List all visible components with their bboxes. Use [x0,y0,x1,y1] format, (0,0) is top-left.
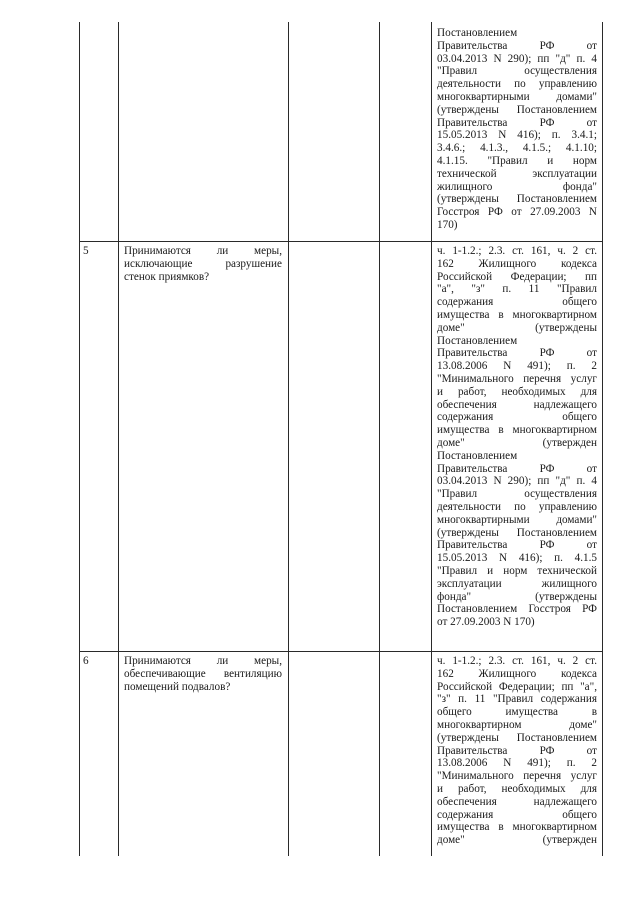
legal-line: содержания общего [437,296,597,309]
legal-line: (утверждены Постановлением [437,526,597,539]
column-divider-question [288,22,289,856]
legal-line: 4.1.15. "Правил и норм [437,154,597,167]
legal-line: (утверждены Постановлением [437,731,597,744]
legal-line: "Правил осуществления [437,488,597,501]
legal-line: Правительства РФ от [437,744,597,757]
legal-line: 170) [437,218,458,231]
legal-line: и работ, необходимых для [437,782,597,795]
legal-line: Постановлением [437,27,518,39]
legal-line: 162 Жилищного кодекса [437,667,597,680]
row-question: Принимаются ли меры, исключающие разрушение стенок приямков? [124,245,282,283]
legal-line: имущества в многоквартирном [437,308,597,321]
legal-line: Правительства РФ от [437,539,597,552]
legal-line: Постановлением Госстроя РФ [437,603,597,616]
legal-line: (утверждены Постановлением [437,103,597,116]
column-divider-number [118,22,119,856]
legal-line: "Минимального перечня услуг [437,770,597,783]
row-divider-5 [79,241,603,242]
legal-line: многоквартирными домами" [437,90,597,103]
legal-line: деятельности по управлению [437,500,597,513]
legal-line: Правительства РФ от [437,39,597,52]
legal-line: доме" (утвержден [437,834,597,847]
legal-line: Правительства РФ от [437,347,597,360]
legal-line: "Правил и норм технической [437,564,597,577]
legal-line: обеспечения надлежащего [437,795,597,808]
legal-line: доме" (утвержден [437,436,597,449]
legal-line: 13.08.2006 N 491); п. 2 [437,360,597,373]
legal-line: содержания общего [437,411,597,424]
legal-line: Правительства РФ от [437,462,597,475]
legal-line: от 27.09.2003 N 170) [437,616,535,629]
table-border-left [79,22,80,856]
legal-line: 162 Жилищного кодекса [437,257,597,270]
legal-line: имущества в многоквартирном [437,424,597,437]
row-legal-basis [437,27,597,232]
legal-line: 03.04.2013 N 290); пп "д" п. 4 [437,475,597,488]
legal-line: и работ, необходимых для [437,385,597,398]
column-divider-answer-2 [431,22,432,856]
legal-line: 13.08.2006 N 491); п. 2 [437,757,597,770]
legal-line: 15.05.2013 N 416); п. 3.4.1; [437,129,597,142]
legal-line: содержания общего [437,808,597,821]
row-legal-basis [437,245,597,629]
row-number: 5 [83,245,89,257]
legal-line: эксплуатации жилищного [437,577,597,590]
legal-line: "а", "з" п. 11 "Правил [437,283,597,296]
legal-line: ч. 1-1.2.; 2.3. ст. 161, ч. 2 ст. [437,245,597,257]
legal-line: технической эксплуатации [437,167,597,180]
legal-line: жилищного фонда" [437,180,597,193]
legal-line: Правительства РФ от [437,116,597,129]
legal-line: 15.05.2013 N 416); п. 4.1.5 [437,552,597,565]
legal-line: "Правил осуществления [437,65,597,78]
legal-line: Постановлением [437,449,518,462]
legal-line: доме" (утверждены [437,321,597,334]
legal-line: Постановлением [437,334,518,347]
legal-line: Российской Федерации; пп [437,270,597,283]
legal-line: Российской Федерации; пп "а", [437,680,597,693]
legal-line: имущества в многоквартирном [437,821,597,834]
legal-line: ч. 1-1.2.; 2.3. ст. 161, ч. 2 ст. [437,655,597,667]
table-border-right [602,22,603,856]
column-divider-answer-1 [379,22,380,856]
legal-line: "Минимального перечня услуг [437,372,597,385]
row-question: Принимаются ли меры, обеспечивающие вентиляцию помещений подвалов? [124,655,282,693]
legal-line: "з" п. 11 "Правил содержания [437,693,597,706]
legal-line: многоквартирном доме" [437,718,597,731]
row-legal-basis [437,655,597,847]
legal-line: многоквартирными домами" [437,513,597,526]
legal-line: Госстроя РФ от 27.09.2003 N [437,206,597,219]
row-divider-6 [79,651,603,652]
legal-line: общего имущества в [437,706,597,719]
legal-line: обеспечения надлежащего [437,398,597,411]
legal-line: (утверждены Постановлением [437,193,597,206]
legal-line: 03.04.2013 N 290); пп "д" п. 4 [437,52,597,65]
legal-line: деятельности по управлению [437,78,597,91]
legal-line: фонда" (утверждены [437,590,597,603]
legal-line: 3.4.6.; 4.1.3., 4.1.5.; 4.1.10; [437,142,597,155]
row-number: 6 [83,655,89,667]
